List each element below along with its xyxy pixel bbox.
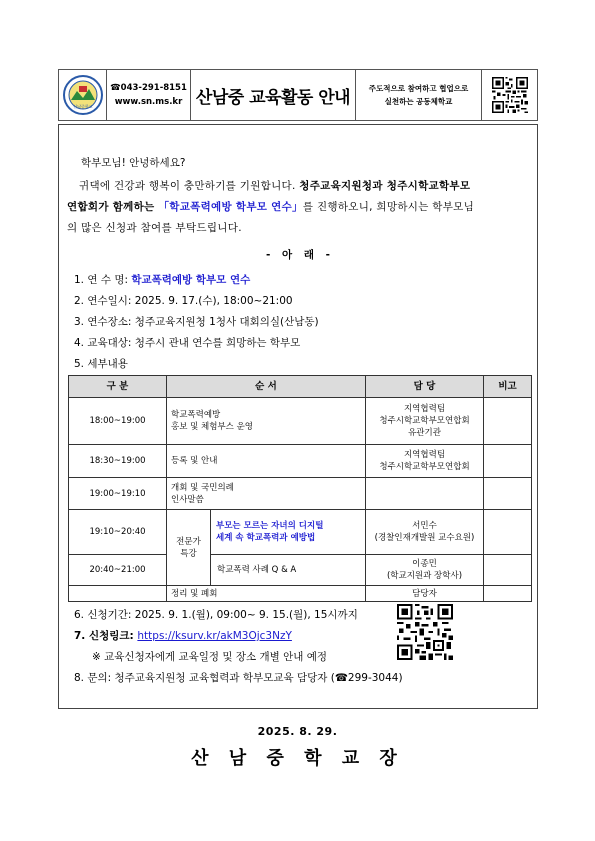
phone-number: ☎043-291-8151 <box>110 83 187 93</box>
lecture-label: 전문가 특강 <box>167 510 211 586</box>
qr-code-icon <box>492 77 528 113</box>
section-heading: - 아 래 - <box>266 249 330 261</box>
table-row: 19:00~19:10 개회 및 국민의례 인사말씀 <box>69 478 532 510</box>
item-application-period: 6. 신청기간: 2025. 9. 1.(월), 09:00~ 9. 15.(월), 15시까지 <box>74 609 358 621</box>
item-venue: 3. 연수장소: 청주교육지원청 1청사 대회의실(산남동) <box>74 316 319 328</box>
lecture-title: 부모는 모르는 자녀의 디지털 세계 속 학교폭력과 예방법 <box>211 510 366 555</box>
letterhead <box>58 69 538 121</box>
contact-info <box>107 70 191 120</box>
school-emblem-icon <box>63 75 103 115</box>
application-qr-code[interactable] <box>397 604 453 664</box>
notice-remark: ※ 교육신청자에게 교육일정 및 장소 개별 안내 예정 <box>92 651 328 663</box>
intro-paragraph: 귀댁에 건강과 행복이 충만하기를 기원합니다. 청주교육지원청과 청주시학교학부모 연합회가 함께하는 「학교폭력예방 학부모 연수」를 진행하오니, 희망하시는 학부모님 의 많은 신청과 참여를 부탁드립니다. <box>67 180 475 234</box>
greeting: 학부모님! 안녕하세요? <box>81 157 186 169</box>
table-row: 19:10~20:40 전문가 특강 부모는 모르는 자녀의 디지털 세계 속 학교폭력과 예방법 서민수 (경찰인재개발원 교수요원) <box>69 510 532 555</box>
item-inquiry: 8. 문의: 청주교육지원청 교육협력과 학부모교육 담당자 (☎299-3044) <box>74 672 403 684</box>
table-row: 18:00~19:00 학교폭력예방 홍보 및 체험부스 운영 지역협력팀 청주시학교학부모연합회 유관기관 <box>69 398 532 445</box>
item-date: 2. 연수일시: 2025. 9. 17.(수), 18:00~21:00 <box>74 295 293 307</box>
table-row: 정리 및 폐회 담당자 <box>69 586 532 602</box>
principal-signature: 산 남 중 학 교 장 <box>191 748 404 769</box>
notice-body <box>58 124 538 709</box>
item-program-name: 1. 연 수 명: 학교폭력예방 학부모 연수 <box>74 274 251 286</box>
application-link[interactable]: https://ksurv.kr/akM3Ojc3NzY <box>137 630 292 642</box>
item-details: 5. 세부내용 <box>74 358 128 370</box>
table-row: 18:30~19:00 등록 및 안내 지역협력팀 청주시학교학부모연합회 <box>69 445 532 478</box>
item-target: 4. 교육대상: 청주시 관내 연수를 희망하는 학부모 <box>74 337 301 349</box>
qr-code-icon <box>397 604 453 660</box>
website-url[interactable]: www.sn.ms.kr <box>114 97 183 107</box>
table-row: 20:40~21:00 학교폭력 사례 Q & A 이종민 (학교지원과 장학사) <box>69 555 532 586</box>
issue-date: 2025. 8. 29. <box>257 725 338 738</box>
svg-text:산남중학교: 산남중학교 <box>72 104 93 109</box>
item-application-link: 7. 신청링크: https://ksurv.kr/akM3Ojc3NzY <box>74 630 292 642</box>
school-logo <box>59 70 107 120</box>
letterhead-title: 산남중 교육활동 안내 <box>191 70 356 120</box>
program-name-highlight: 「학교폭력예방 학부모 연수」 <box>158 201 303 213</box>
schedule-table <box>68 375 532 602</box>
school-slogan: 주도적으로 참여하고 협업으로 실천하는 공동체학교 <box>356 70 482 120</box>
table-header-row: 구 분 순 서 담 당 비고 <box>69 376 532 398</box>
header-qr-code[interactable] <box>482 70 537 120</box>
